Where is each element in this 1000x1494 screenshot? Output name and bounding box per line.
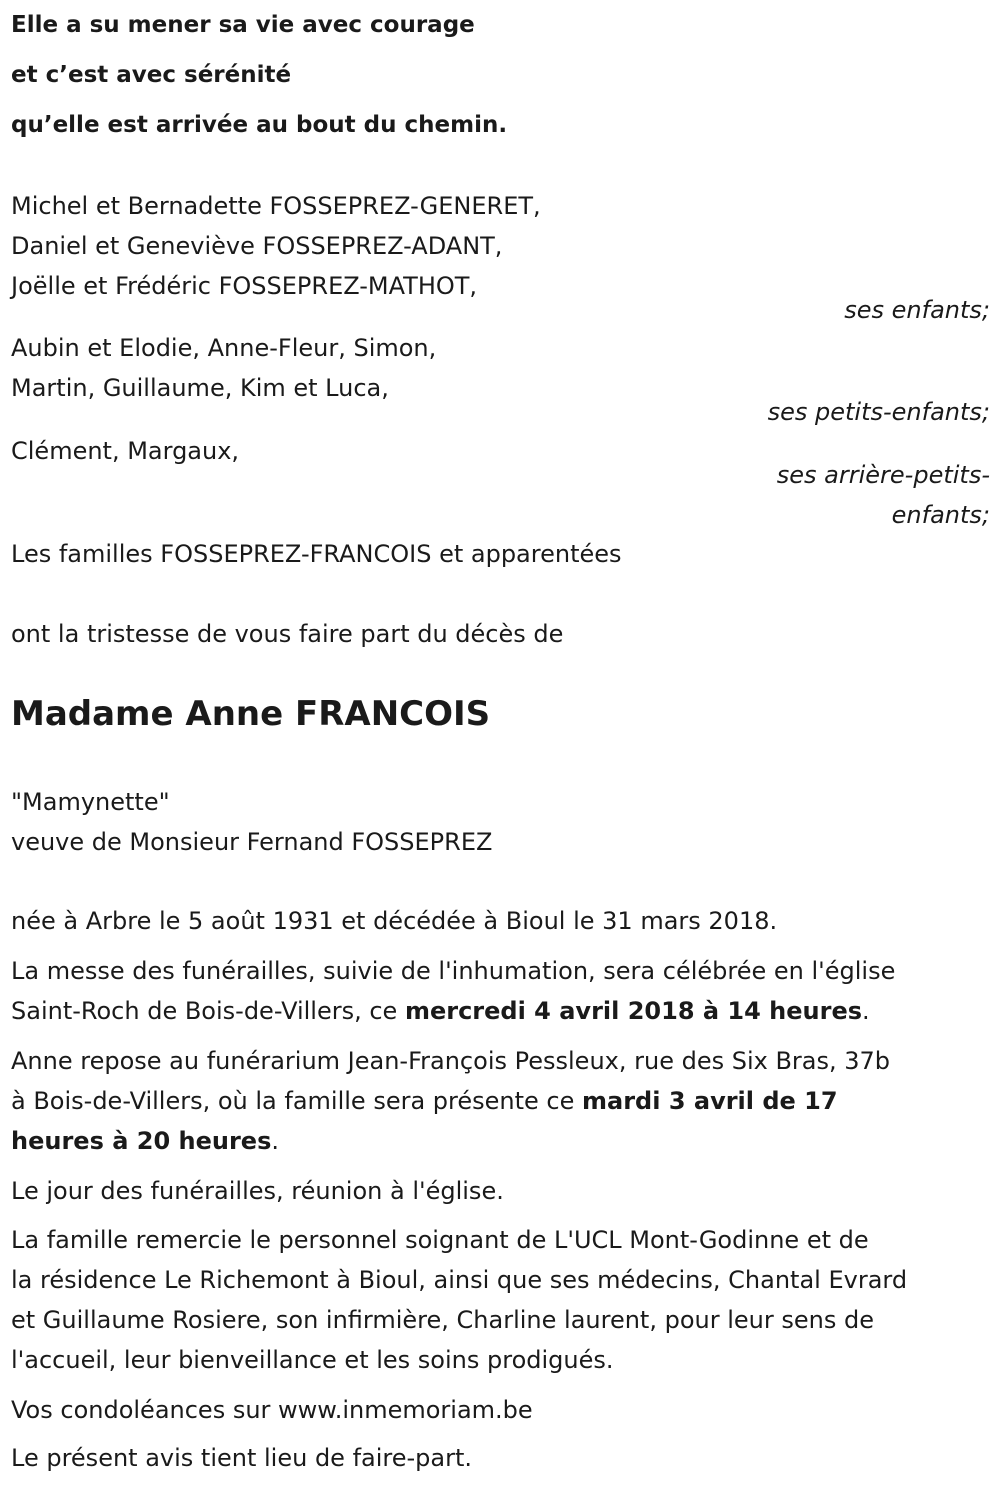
- funeral-date: mercredi 4 avril 2018 à 14 heures: [404, 997, 863, 1025]
- birth-death-line: née à Arbre le 5 août 1931 et décédée à Bioul le 31 mars 2018.: [11, 907, 778, 935]
- thanks-line-2: la résidence Le Richemont à Bioul, ainsi que ses médecins, Chantal Evrard: [11, 1266, 908, 1294]
- intro-line-3: qu’elle est arrivée au bout du chemin.: [11, 112, 508, 138]
- notice-line: Le présent avis tient lieu de faire-part.: [11, 1444, 473, 1472]
- thanks-line-4: l'accueil, leur bienveillance et les soins prodigués.: [11, 1346, 614, 1374]
- funeral-line-1: La messe des funérailles, suivie de l'inhumation, sera célébrée en l'église: [11, 957, 896, 985]
- deceased-name: Madame Anne FRANCOIS: [11, 694, 491, 734]
- children-line-2: Daniel et Geneviève FOSSEPREZ-ADANT,: [11, 232, 503, 260]
- condolences-line: Vos condoléances sur www.inmemoriam.be: [11, 1396, 533, 1424]
- children-line-1: Michel et Bernadette FOSSEPREZ-GENERET,: [11, 192, 541, 220]
- nickname: "Mamynette": [11, 788, 170, 816]
- repose-line-3: [11, 1121, 990, 1161]
- repose-line-2: [11, 1081, 990, 1121]
- children-line-3: Joëlle et Frédéric FOSSEPREZ-MATHOT,: [11, 272, 478, 300]
- widow-of: veuve de Monsieur Fernand FOSSEPREZ: [11, 828, 493, 856]
- great-grandchildren-line: Clément, Margaux,: [11, 437, 240, 465]
- grandchildren-line-1: Aubin et Elodie, Anne-Fleur, Simon,: [11, 334, 437, 362]
- great-grandchildren-label-2: enfants;: [891, 501, 990, 529]
- funeral-period: .: [862, 997, 870, 1025]
- intro-line-1: Elle a su mener sa vie avec courage: [11, 12, 475, 38]
- repose-date: mardi 3 avril de 17: [582, 1087, 838, 1115]
- thanks-line-3: et Guillaume Rosiere, son infirmière, Charline laurent, pour leur sens de: [11, 1306, 874, 1334]
- funeral-location: Saint-Roch de Bois-de-Villers, ce: [11, 997, 405, 1025]
- repose-period: .: [271, 1127, 279, 1155]
- funeral-line-2: [11, 991, 990, 1031]
- children-label: ses enfants;: [844, 296, 990, 324]
- meeting-line: Le jour des funérailles, réunion à l'église.: [11, 1177, 504, 1205]
- grandchildren-label: ses petits-enfants;: [767, 398, 990, 426]
- repose-hours: heures à 20 heures: [11, 1127, 272, 1155]
- announcement-line: ont la tristesse de vous faire part du décès de: [11, 620, 564, 648]
- families-line: Les familles FOSSEPREZ-FRANCOIS et apparentées: [11, 540, 622, 568]
- great-grandchildren-label-1: ses arrière-petits-: [776, 461, 990, 489]
- intro-line-2: et c’est avec sérénité: [11, 62, 292, 88]
- thanks-line-1: La famille remercie le personnel soignant de L'UCL Mont-Godinne et de: [11, 1226, 869, 1254]
- repose-location: à Bois-de-Villers, où la famille sera présente ce: [11, 1087, 583, 1115]
- repose-line-1: Anne repose au funérarium Jean-François Pessleux, rue des Six Bras, 37b: [11, 1047, 891, 1075]
- grandchildren-line-2: Martin, Guillaume, Kim et Luca,: [11, 374, 389, 402]
